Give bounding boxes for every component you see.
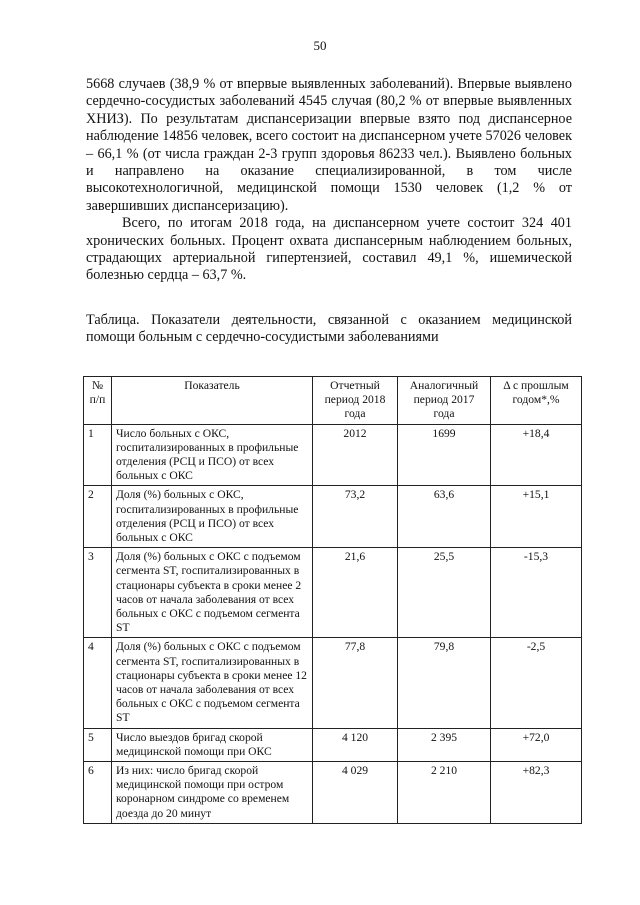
table-row [84, 424, 582, 486]
indicators-table [83, 376, 582, 824]
row-indicator: Число больных с ОКС, госпитализированных в профильные отделения (РСЦ и ПСО) от всех больных с ОКС [112, 424, 313, 486]
row-delta-value: +15,1 [491, 486, 582, 548]
row-num: 2 [84, 486, 112, 548]
table-row [84, 486, 582, 548]
table-row [84, 762, 582, 824]
header-prior-period: Аналогичный период 2017 года [398, 377, 491, 425]
table-row [84, 548, 582, 638]
paragraph: 5668 случаев (38,9 % от впервые выявленных заболеваний). Впервые выявлено сердечно-сосудистых заболеваний 4545 случая (80,2 % от впервые выявленных ХНИЗ). По результатам диспансеризации впервые взято под диспансерное наблюдение 14856 человек, всего состоит на диспансерном учете 57026 человек – 66,1 % (от числа граждан 2-3 групп здоровья 86233 чел.). Выявлено больных и направлено на оказание специализированной, в том числе высокотехнологичной, медицинской помощи 1530 человек (1,2 % от завершивших диспансеризацию). [86, 76, 572, 214]
row-report-value: 77,8 [313, 638, 398, 728]
row-num: 6 [84, 762, 112, 824]
row-num: 3 [84, 548, 112, 638]
row-indicator: Число выездов бригад скорой медицинской помощи при ОКС [112, 728, 313, 761]
row-num: 1 [84, 424, 112, 486]
table-row [84, 728, 582, 761]
row-prior-value: 2 210 [398, 762, 491, 824]
page-number: 50 [313, 38, 327, 53]
row-prior-value: 1699 [398, 424, 491, 486]
row-delta-value: -15,3 [491, 548, 582, 638]
table-row [84, 638, 582, 728]
row-report-value: 21,6 [313, 548, 398, 638]
header-num: № п/п [84, 377, 112, 425]
row-num: 5 [84, 728, 112, 761]
table-caption: Таблица. Показатели деятельности, связанной с оказанием медицинской помощи больным с сердечно-сосудистыми заболеваниями [86, 312, 572, 346]
row-delta-value: +82,3 [491, 762, 582, 824]
header-report-period: Отчетный период 2018 года [313, 377, 398, 425]
body-text [86, 76, 572, 285]
row-delta-value: -2,5 [491, 638, 582, 728]
row-indicator: Из них: число бригад скорой медицинской помощи при остром коронарном синдроме со временем доезда до 20 минут [112, 762, 313, 824]
row-prior-value: 25,5 [398, 548, 491, 638]
row-prior-value: 2 395 [398, 728, 491, 761]
row-prior-value: 63,6 [398, 486, 491, 548]
row-delta-value: +18,4 [491, 424, 582, 486]
row-indicator: Доля (%) больных с ОКС, госпитализированных в профильные отделения (РСЦ и ПСО) от всех больных с ОКС [112, 486, 313, 548]
row-report-value: 4 120 [313, 728, 398, 761]
row-delta-value: +72,0 [491, 728, 582, 761]
row-indicator: Доля (%) больных с ОКС с подъемом сегмента ST, госпитализированных в стационары субъекта в сроки менее 2 часов от начала заболевания от всех больных с ОКС с подъемом сегмента ST [112, 548, 313, 638]
row-report-value: 4 029 [313, 762, 398, 824]
row-prior-value: 79,8 [398, 638, 491, 728]
header-indicator: Показатель [112, 377, 313, 425]
table-header-row [84, 377, 582, 425]
row-num: 4 [84, 638, 112, 728]
row-indicator: Доля (%) больных с ОКС с подъемом сегмента ST, госпитализированных в стационары субъекта в сроки менее 12 часов от начала заболевания от всех больных с ОКС с подъемом сегмента ST [112, 638, 313, 728]
paragraph: Всего, по итогам 2018 года, на диспансерном учете состоит 324 401 хронических больных. Процент охвата диспансерным наблюдением больных, страдающих артериальной гипертензией, составил 49,1 %, ишемической болезнью сердца – 63,7 %. [86, 215, 572, 284]
row-report-value: 73,2 [313, 486, 398, 548]
row-report-value: 2012 [313, 424, 398, 486]
header-delta: Δ с прошлым годом*,% [491, 377, 582, 425]
